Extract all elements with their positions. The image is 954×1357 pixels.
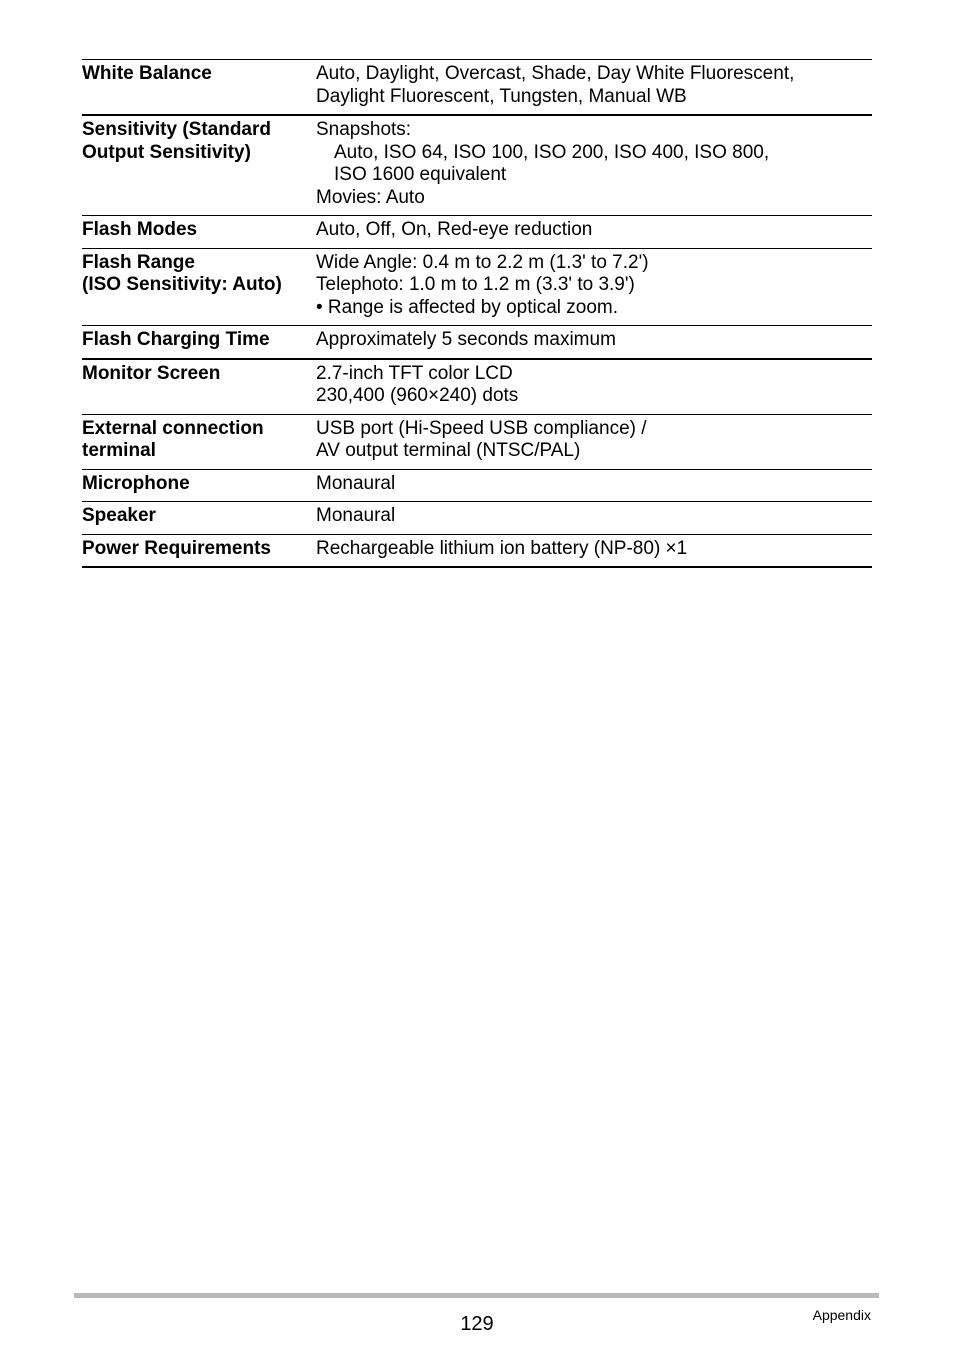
spec-value-line: Rechargeable lithium ion battery (NP-80) ×1	[316, 537, 688, 559]
spec-label-line: Flash Range	[82, 251, 195, 273]
spec-label	[82, 363, 316, 408]
spec-row	[82, 216, 872, 249]
spec-row	[82, 470, 872, 503]
spec-label	[82, 418, 316, 463]
spec-row	[82, 60, 872, 116]
spec-row	[82, 326, 872, 360]
spec-value	[316, 219, 872, 242]
spec-label	[82, 329, 316, 352]
spec-row	[82, 502, 872, 535]
spec-label	[82, 219, 316, 242]
spec-value-line: Monaural	[316, 505, 396, 526]
spec-value-line: Approximately 5 seconds maximum	[316, 329, 616, 350]
spec-value-line: Snapshots:	[316, 119, 412, 140]
page-number: 129	[460, 1313, 494, 1335]
spec-value-line: Monaural	[316, 472, 396, 494]
spec-value-line: Auto, Off, On, Red-eye reduction	[316, 219, 593, 240]
spec-row	[82, 249, 872, 327]
spec-label	[82, 63, 316, 108]
spec-label-line: Speaker	[82, 505, 156, 526]
spec-label-line: (ISO Sensitivity: Auto)	[82, 274, 282, 295]
spec-value	[316, 505, 872, 528]
spec-label	[82, 252, 316, 320]
spec-label	[82, 473, 316, 496]
spec-label	[82, 538, 316, 561]
spec-value	[316, 119, 872, 209]
spec-value-line: 230,400 (960×240) dots	[316, 385, 519, 406]
spec-value-line: Telephoto: 1.0 m to 1.2 m (3.3' to 3.9')	[316, 274, 635, 295]
spec-value-line: Auto, ISO 64, ISO 100, ISO 200, ISO 400, ISO 800,	[334, 141, 770, 163]
spec-label-line: Flash Modes	[82, 219, 198, 240]
spec-label-line: terminal	[82, 440, 156, 461]
spec-value-line: • Range is affected by optical zoom.	[316, 296, 619, 318]
spec-label-line: Output Sensitivity)	[82, 141, 251, 163]
spec-value-line: USB port (Hi-Speed USB compliance) /	[316, 417, 647, 439]
spec-value-line: Wide Angle: 0.4 m to 2.2 m (1.3' to 7.2')	[316, 251, 649, 273]
spec-value	[316, 63, 872, 108]
spec-label-line: Microphone	[82, 472, 190, 494]
spec-label-line: External connection	[82, 417, 264, 439]
spec-value	[316, 538, 872, 561]
spec-table	[82, 59, 872, 568]
spec-value-line: ISO 1600 equivalent	[334, 164, 507, 185]
spec-label-line: Power Requirements	[82, 537, 271, 559]
spec-label-line: Flash Charging Time	[82, 329, 270, 350]
spec-value	[316, 473, 872, 496]
spec-value	[316, 363, 872, 408]
spec-value-line: Auto, Daylight, Overcast, Shade, Day White Fluorescent,	[316, 63, 795, 84]
spec-value-line: AV output terminal (NTSC/PAL)	[316, 440, 581, 461]
spec-row	[82, 116, 872, 216]
spec-label-line: White Balance	[82, 63, 212, 84]
footer-rule	[74, 1293, 879, 1298]
spec-label-line: Sensitivity (Standard	[82, 119, 271, 140]
section-name: Appendix	[812, 1307, 871, 1323]
spec-label	[82, 505, 316, 528]
spec-row	[82, 535, 872, 569]
spec-value	[316, 252, 872, 320]
spec-row	[82, 415, 872, 470]
spec-value-line: Daylight Fluorescent, Tungsten, Manual WB	[316, 85, 687, 107]
spec-row	[82, 360, 872, 415]
spec-value-line: Movies: Auto	[316, 186, 425, 208]
spec-label	[82, 119, 316, 209]
spec-value	[316, 418, 872, 463]
spec-value-line: 2.7-inch TFT color LCD	[316, 362, 513, 384]
spec-label-line: Monitor Screen	[82, 362, 221, 384]
spec-value	[316, 329, 872, 352]
